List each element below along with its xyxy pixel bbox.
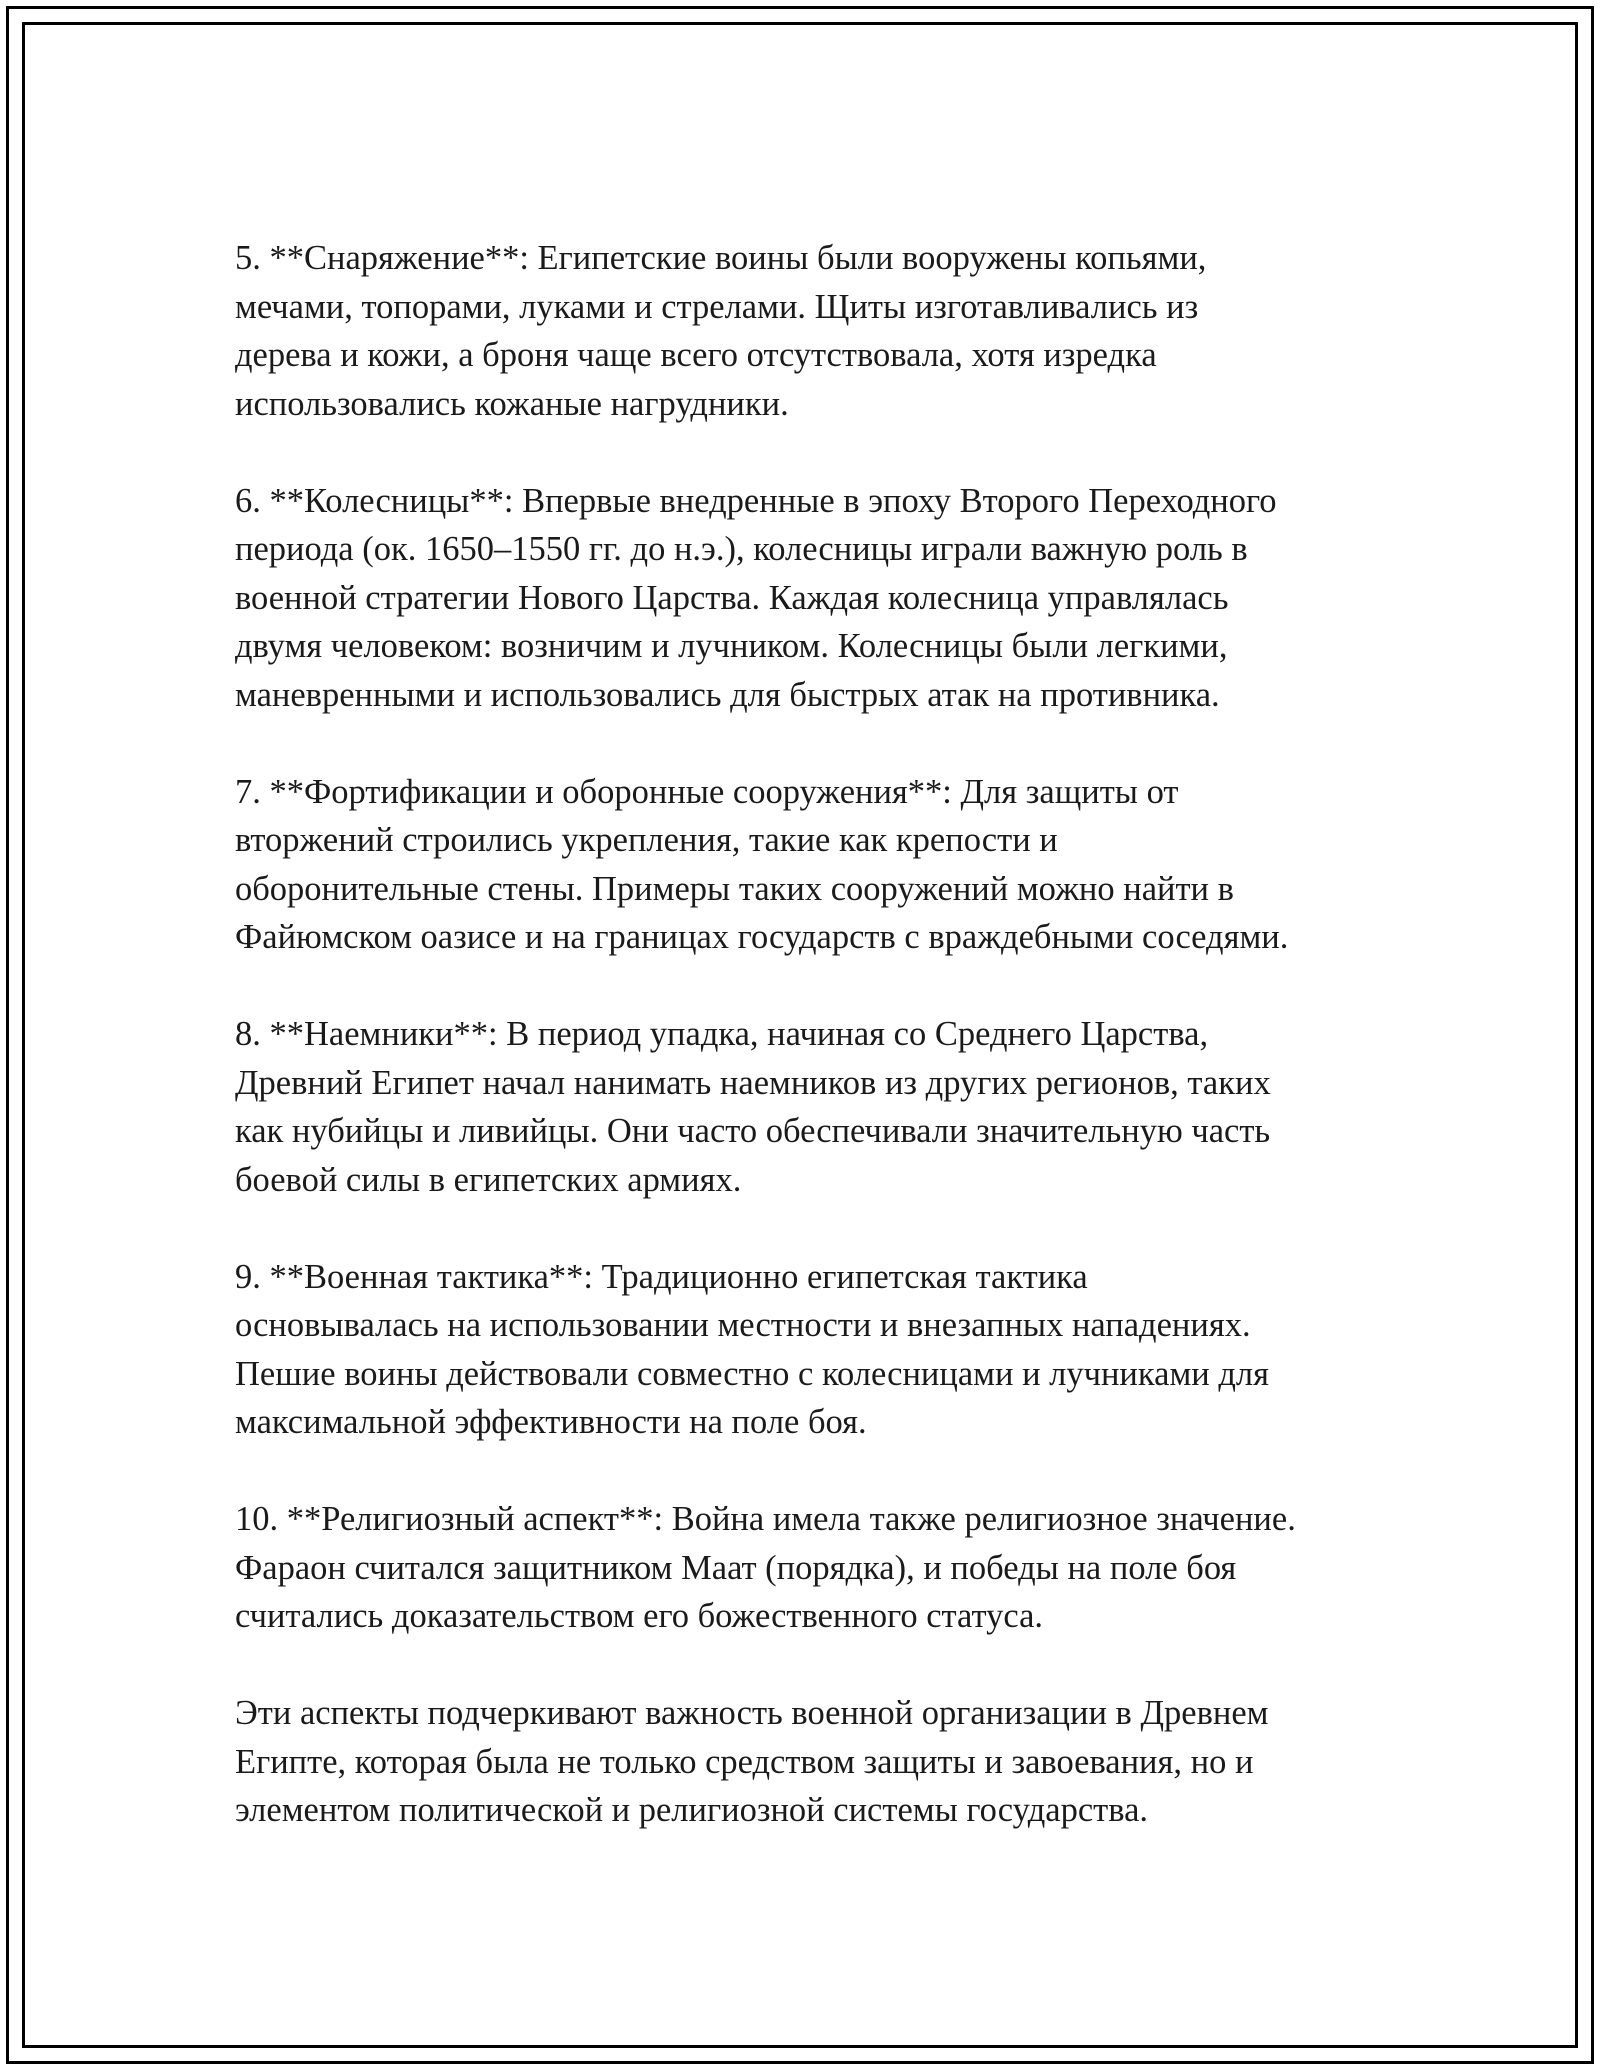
text-line: маневренными и использовались для быстрых атак на противника. (235, 675, 1220, 714)
text-line: 6. **Колесницы**: Впервые внедренные в эпоху Второго Переходного (235, 481, 1277, 520)
text-line: Пешие воины действовали совместно с колесницами и лучниками для (235, 1354, 1270, 1393)
text-line: 5. **Снаряжение**: Египетские воины были вооружены копьями, (235, 239, 1207, 277)
paragraph-tactics (235, 1253, 1415, 1447)
text-line: Египте, которая была не только средством защиты и завоевания, но и (235, 1742, 1254, 1781)
text-line: боевой силы в египетских армиях. (235, 1160, 742, 1199)
text-line: элементом политической и религиозной системы государства. (235, 1791, 1149, 1829)
text-line: как нубийцы и ливийцы. Они часто обеспечивали значительную часть (235, 1112, 1271, 1150)
text-line: 8. **Наемники**: В период упадка, начиная со Среднего Царства, (235, 1015, 1209, 1053)
paragraph-equipment (235, 234, 1415, 428)
paragraph-mercenaries (235, 1010, 1415, 1204)
text-line: 7. **Фортификации и оборонные сооружения**: Для защиты от (235, 772, 1179, 811)
text-line: Древний Египет начал нанимать наемников из других регионов, таких (235, 1063, 1271, 1102)
text-line: дерева и кожи, а броня чаще всего отсутствовала, хотя изредка (235, 336, 1157, 374)
paragraph-religious-aspect (235, 1495, 1415, 1641)
text-line: вторжений строились укрепления, такие как крепости и (235, 821, 1058, 859)
text-line: основывалась на использовании местности и внезапных нападениях. (235, 1306, 1251, 1344)
text-line: мечами, топорами, луками и стрелами. Щиты изготавливались из (235, 287, 1199, 326)
text-line: максимальной эффективности на поле боя. (235, 1403, 867, 1441)
paragraph-fortifications (235, 768, 1415, 962)
text-line: двумя человеком: возничим и лучником. Колесницы были легкими, (235, 627, 1228, 665)
text-line: 9. **Военная тактика**: Традиционно египетская тактика (235, 1257, 1088, 1296)
text-line: 10. **Религиозный аспект**: Война имела также религиозное значение. (235, 1500, 1296, 1538)
text-line: использовались кожаные нагрудники. (235, 384, 789, 423)
text-line: оборонительные стены. Примеры таких сооружений можно найти в (235, 869, 1234, 908)
text-line: Файюмском оазисе и на границах государств с враждебными соседями. (235, 918, 1289, 956)
paragraph-chariots (235, 477, 1415, 720)
text-line: военной стратегии Нового Царства. Каждая колесница управлялась (235, 578, 1229, 617)
document-body (235, 234, 1415, 1835)
paragraph-conclusion (235, 1689, 1415, 1835)
text-line: считались доказательством его божественного статуса. (235, 1597, 1044, 1635)
text-line: периода (ок. 1650–1550 гг. до н.э.), колесницы играли важную роль в (235, 530, 1248, 568)
text-line: Эти аспекты подчеркивают важность военной организации в Древнем (235, 1694, 1269, 1732)
text-line: Фараон считался защитником Маат (порядка), и победы на поле боя (235, 1548, 1237, 1587)
